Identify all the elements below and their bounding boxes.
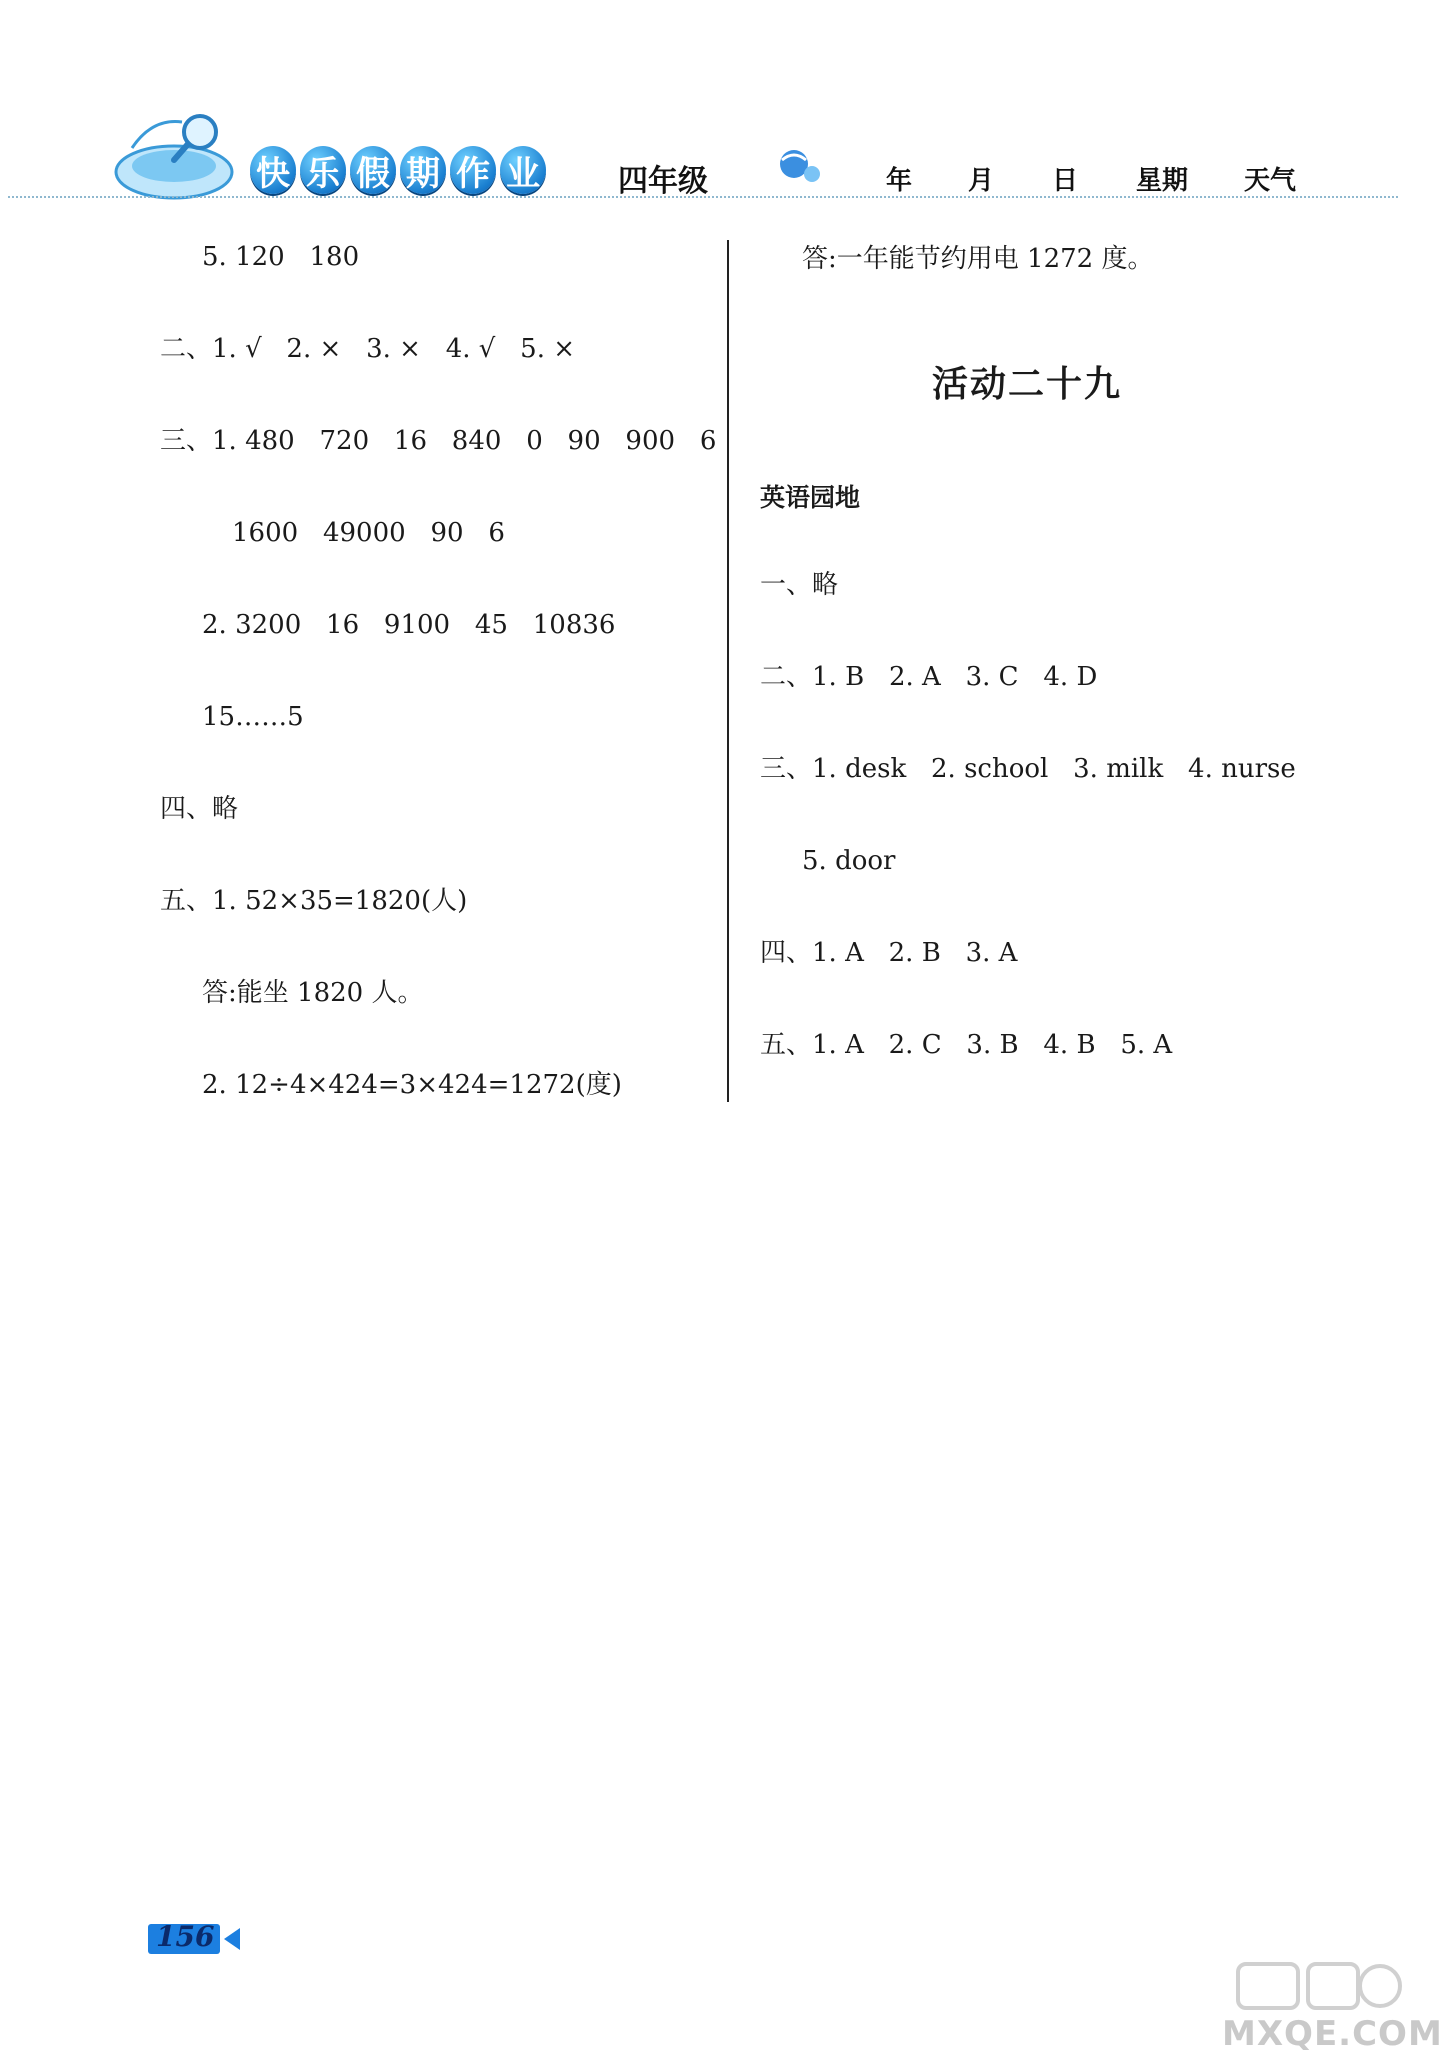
title-char: 期 — [400, 146, 446, 194]
column-divider — [727, 240, 729, 1102]
answer-line: 三、1. 480 720 16 840 0 90 900 6 — [160, 426, 717, 456]
answer-line: 四、略 — [160, 794, 239, 824]
answer-line: 五、1. A 2. C 3. B 4. B 5. A — [760, 1030, 1173, 1060]
section-title: 活动二十九 — [932, 364, 1123, 405]
watermark-text: MXQE.COM — [1222, 2014, 1443, 2054]
page-number: 156 — [156, 1920, 215, 1953]
grade-label: 四年级 — [618, 164, 708, 199]
answer-line: 五、1. 52×35=1820(人) — [160, 886, 468, 916]
answer-line: 一、略 — [760, 570, 839, 600]
month-field: 月 — [968, 166, 995, 196]
book-title — [250, 146, 546, 194]
weekday-field: 星期 — [1136, 166, 1189, 196]
section-subhead: 英语园地 — [760, 483, 861, 512]
answer-line: 1600 49000 90 6 — [232, 518, 505, 548]
answer-line: 二、1. √ 2. × 3. × 4. √ 5. × — [160, 334, 576, 364]
title-char: 快 — [250, 146, 296, 194]
weather-field: 天气 — [1244, 166, 1297, 196]
ball-icon — [776, 146, 822, 186]
answer-line: 三、1. desk 2. school 3. milk 4. nurse — [760, 754, 1296, 784]
answer-line: 答:一年能节约用电 1272 度。 — [802, 244, 1154, 274]
page-header — [0, 0, 1406, 210]
answer-line: 2. 12÷4×424=3×424=1272(度) — [202, 1070, 622, 1100]
year-field: 年 — [886, 166, 913, 196]
magnifier-logo-icon — [112, 108, 242, 204]
header-dotted-line — [8, 196, 1398, 198]
answer-line: 四、1. A 2. B 3. A — [760, 938, 1018, 968]
day-field: 日 — [1052, 166, 1079, 196]
title-char: 乐 — [300, 146, 346, 194]
title-char: 业 — [500, 146, 546, 194]
answer-line: 二、1. B 2. A 3. C 4. D — [760, 662, 1098, 692]
answer-line: 5. door — [802, 846, 896, 876]
title-char: 假 — [350, 146, 396, 194]
answer-line: 答:能坐 1820 人。 — [202, 978, 424, 1008]
answer-line: 5. 120 180 — [202, 242, 360, 272]
answer-line: 15……5 — [202, 702, 304, 732]
answer-line: 2. 3200 16 9100 45 10836 — [202, 610, 616, 640]
title-char: 作 — [450, 146, 496, 194]
